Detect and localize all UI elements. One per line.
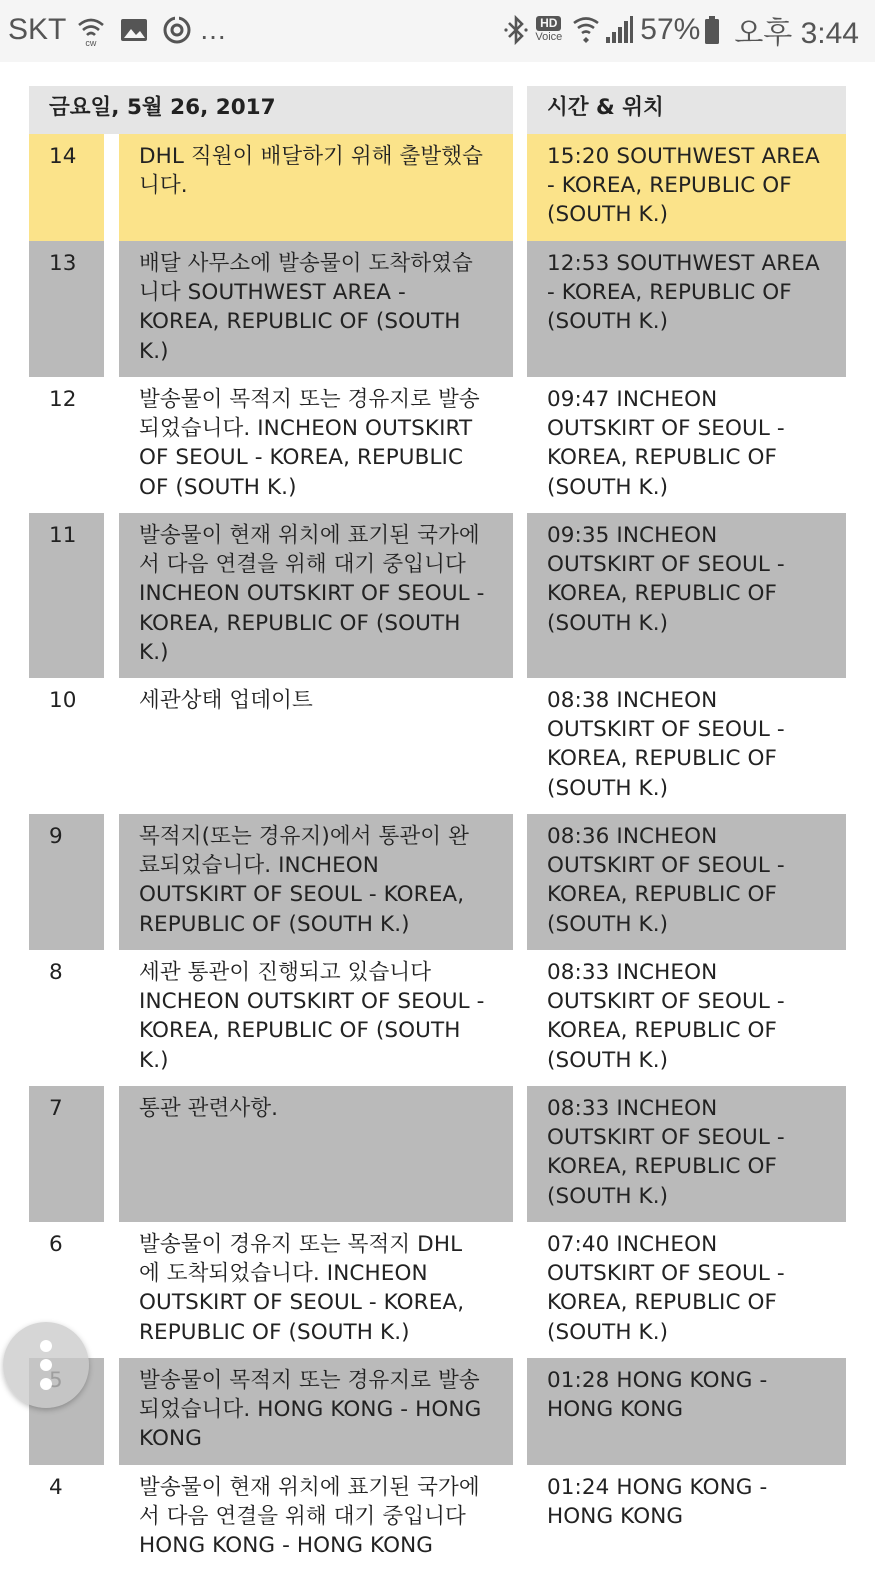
row-location: 08:33 INCHEON OUTSKIRT OF SEOUL - KOREA, REPUBLIC OF (SOUTH K.): [547, 960, 785, 1073]
row-location: 08:38 INCHEON OUTSKIRT OF SEOUL - KOREA, REPUBLIC OF (SOUTH K.): [547, 688, 785, 801]
row-description-cell: [119, 814, 513, 950]
table-row: [29, 513, 846, 678]
clock: 오후 3:44: [734, 17, 859, 50]
hd-voice-bottom: Voice: [535, 31, 563, 43]
row-description: 목적지(또는 경유지)에서 통관이 완 료되었습니다. INCHEON OUTSKIRT OF SEOUL - KOREA, REPUBLIC OF (SOUTH K.): [139, 824, 469, 937]
row-description: 발송물이 목적지 또는 경유지로 발송 되었습니다. HONG KONG - HONG KONG: [139, 1368, 482, 1452]
row-description-cell: [119, 1358, 513, 1465]
row-location: 01:24 HONG KONG - HONG KONG: [547, 1475, 768, 1530]
row-location: 07:40 INCHEON OUTSKIRT OF SEOUL - KOREA, REPUBLIC OF (SOUTH K.): [547, 1232, 785, 1345]
row-location-cell: [527, 814, 846, 950]
row-number: 11: [49, 523, 77, 548]
table-row: [29, 241, 846, 377]
table-row: [29, 377, 846, 513]
row-description-cell: [119, 377, 513, 513]
row-description: DHL 직원이 배달하기 위해 출발했습 니다.: [139, 144, 484, 199]
date-header: 금요일, 5월 26, 2017: [49, 95, 276, 120]
row-description-cell: [119, 678, 513, 814]
row-description-cell: [119, 1222, 513, 1358]
row-location-cell: [527, 134, 846, 241]
row-description: 발송물이 목적지 또는 경유지로 발송 되었습니다. INCHEON OUTSKIRT OF SEOUL - KOREA, REPUBLIC OF (SOUTH K.): [139, 387, 480, 500]
gallery-icon: [120, 17, 148, 43]
row-description: 세관상태 업데이트: [139, 688, 313, 713]
row-location-cell: [527, 1358, 846, 1465]
row-location-cell: [527, 241, 846, 377]
row-number: 10: [49, 688, 77, 713]
row-description: 세관 통관이 진행되고 있습니다 INCHEON OUTSKIRT OF SEOUL - KOREA, REPUBLIC OF (SOUTH K.): [139, 960, 485, 1073]
row-location-cell: [527, 1086, 846, 1222]
table-row: [29, 678, 846, 814]
sync-icon: [162, 15, 192, 45]
carrier-label: SKT: [8, 13, 67, 46]
row-number-cell: [29, 513, 104, 678]
row-number: 9: [49, 824, 63, 849]
row-location-cell: [527, 678, 846, 814]
row-description: 통관 관련사항.: [139, 1096, 279, 1121]
row-number: 4: [49, 1475, 63, 1500]
table-row: [29, 950, 846, 1086]
hd-voice-top: HD: [536, 16, 561, 31]
row-description-cell: [119, 1086, 513, 1222]
table-row: [29, 134, 846, 241]
row-number: 14: [49, 144, 77, 169]
bluetooth-icon: [503, 14, 529, 46]
table-row: [29, 1222, 846, 1358]
signal-icon: [604, 15, 634, 45]
row-location-cell: [527, 377, 846, 513]
row-description: 배달 사무소에 발송물이 도착하였습 니다 SOUTHWEST AREA - KOREA, REPUBLIC OF (SOUTH K.): [139, 251, 473, 364]
row-location: 09:47 INCHEON OUTSKIRT OF SEOUL - KOREA, REPUBLIC OF (SOUTH K.): [547, 387, 785, 500]
row-location-cell: [527, 513, 846, 678]
row-number: 8: [49, 960, 63, 985]
wifi-calling-icon: [76, 15, 106, 48]
row-number-cell: [29, 241, 104, 377]
row-number: 12: [49, 387, 77, 412]
battery-icon: [704, 15, 720, 45]
row-number-cell: [29, 950, 104, 1086]
row-description-cell: [119, 513, 513, 678]
row-description-cell: [119, 134, 513, 241]
row-number: 13: [49, 251, 77, 276]
row-location-cell: [527, 950, 846, 1086]
row-description: 발송물이 현재 위치에 표기된 국가에 서 다음 연결을 위해 대기 중입니다 INCHEON OUTSKIRT OF SEOUL - KOREA, REPUBLIC OF (SOUTH K.): [139, 523, 485, 665]
status-bar: [0, 0, 875, 62]
row-description: 발송물이 경유지 또는 목적지 DHL 에 도착되었습니다. INCHEON OUTSKIRT OF SEOUL - KOREA, REPUBLIC OF (SOUTH K.): [139, 1232, 465, 1345]
row-location-cell: [527, 1222, 846, 1358]
date-header-cell: [29, 86, 513, 134]
row-location: 12:53 SOUTHWEST AREA - KOREA, REPUBLIC OF (SOUTH K.): [547, 251, 820, 335]
row-number-cell: [29, 814, 104, 950]
row-number: 6: [49, 1232, 63, 1257]
row-number-cell: [29, 678, 104, 814]
row-number-cell: [29, 377, 104, 513]
row-location: 01:28 HONG KONG - HONG KONG: [547, 1368, 768, 1423]
row-description-cell: [119, 950, 513, 1086]
location-header-cell: [527, 86, 846, 134]
wifi-icon: [572, 15, 600, 45]
row-location: 09:35 INCHEON OUTSKIRT OF SEOUL - KOREA, REPUBLIC OF (SOUTH K.): [547, 523, 785, 636]
table-header: [29, 86, 846, 134]
battery-percent: 57%: [640, 13, 701, 46]
row-number-cell: [29, 134, 104, 241]
more-notifications: ...: [200, 14, 227, 45]
hd-voice-icon: [535, 16, 562, 44]
row-number-cell: [29, 1086, 104, 1222]
row-description: 발송물이 현재 위치에 표기된 국가에 서 다음 연결을 위해 대기 중입니다 HONG KONG - HONG KONG: [139, 1475, 480, 1559]
row-location: 08:36 INCHEON OUTSKIRT OF SEOUL - KOREA, REPUBLIC OF (SOUTH K.): [547, 824, 785, 937]
row-description-cell: [119, 241, 513, 377]
table-row: [29, 1086, 846, 1222]
row-location: 08:33 INCHEON OUTSKIRT OF SEOUL - KOREA, REPUBLIC OF (SOUTH K.): [547, 1096, 785, 1209]
row-number: 7: [49, 1096, 63, 1121]
table-row: [29, 814, 846, 950]
row-location: 15:20 SOUTHWEST AREA - KOREA, REPUBLIC OF (SOUTH K.): [547, 144, 820, 228]
location-header: 시간 & 위치: [547, 95, 664, 120]
floating-menu-button[interactable]: [3, 1322, 89, 1408]
tracking-table: [29, 86, 846, 1572]
table-row: [29, 1358, 846, 1465]
wifi-calling-label: cw: [85, 38, 97, 48]
